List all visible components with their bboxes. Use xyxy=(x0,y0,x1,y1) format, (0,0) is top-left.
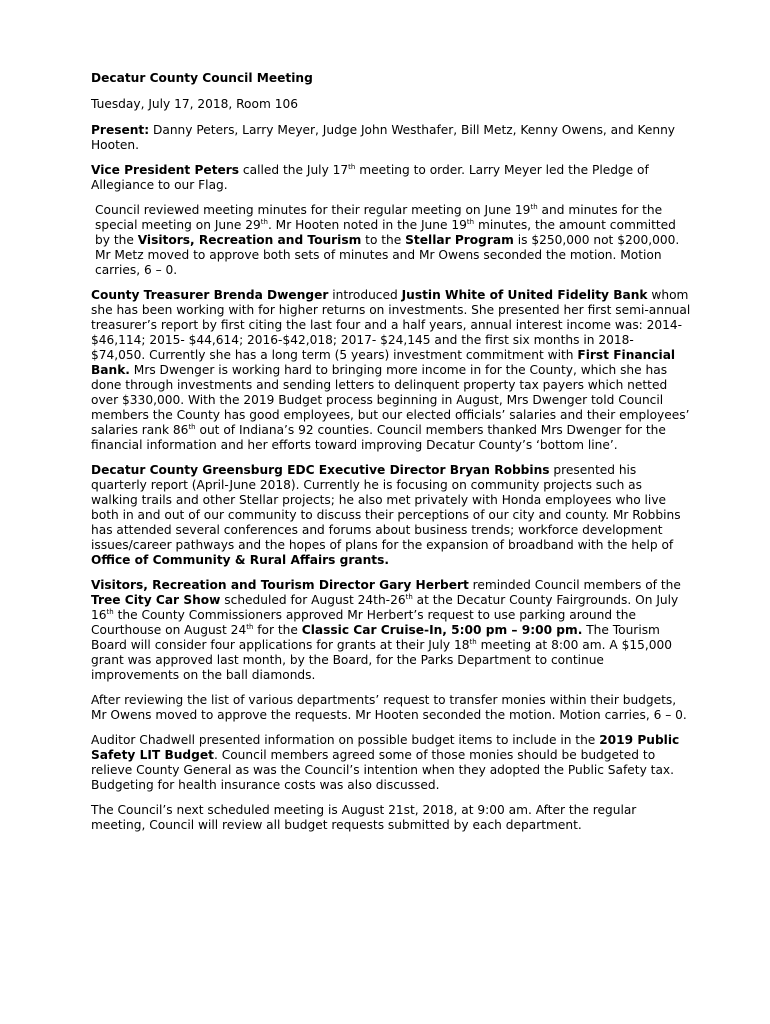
bold-text: Decatur County Greensburg EDC Executive Director Bryan Robbins xyxy=(91,463,550,477)
transfer-paragraph xyxy=(91,693,691,723)
superscript: th xyxy=(466,218,475,226)
document-body xyxy=(91,71,691,843)
meeting-date: Tuesday, July 17, 2018, Room 106 xyxy=(91,97,298,111)
bold-text: Classic Car Cruise-In, 5:00 pm – 9:00 pm. xyxy=(301,623,583,637)
bold-text: 2019 Public Safety LIT Budget xyxy=(91,733,680,762)
text-run: presented his quarterly report (April-June 2018). Currently he is focusing on community projects such as walking trails and other Stellar projects; he also met privately with Honda employees who live both in and out of our community to discuss their perceptions of our city and county. Mr Robbins has attended several conferences and forums about business trends; workforce development issues/career pathways and the hopes of plans for the expansion of broadband with the help of xyxy=(91,463,681,552)
text-run: the County Commissioners approved Mr Herbert’s request to use parking around the Courthouse on August 24 xyxy=(91,608,636,637)
text-run: is $250,000 not $200,000. Mr Metz moved to approve both sets of minutes and Mr Owens seconded the motion. Motion carries, 6 – 0. xyxy=(95,233,680,277)
text-run: . Council members agreed some of those monies should be budgeted to relieve County General as was the Council’s intention when they adopted the Public Safety tax. Budgeting for health insurance costs was also discussed. xyxy=(91,748,674,792)
superscript: th xyxy=(405,593,413,601)
minutes-paragraph xyxy=(91,203,691,278)
text-run: and minutes for the special meeting on June 29 xyxy=(95,203,663,232)
bold-text: Visitors, Recreation and Tourism xyxy=(137,233,362,247)
superscript: th xyxy=(106,608,114,616)
text-run: Auditor Chadwell presented information on possible budget items to include in the xyxy=(91,733,600,747)
bold-text: Vice President Peters xyxy=(91,163,240,177)
present-names: Danny Peters, Larry Meyer, Judge John Westhafer, Bill Metz, Kenny Owens, and Kenny Hooten. xyxy=(91,123,676,152)
text-run: for the xyxy=(253,623,302,637)
treasurer-paragraph xyxy=(91,288,691,453)
edc-paragraph xyxy=(91,463,691,568)
document-title xyxy=(91,71,691,86)
text-run: minutes, the amount committed by the xyxy=(95,218,676,247)
superscript: th xyxy=(348,163,356,171)
text-run: called the July 17 xyxy=(239,163,349,177)
text-run: reminded Council members of the xyxy=(468,578,681,592)
bold-text: Visitors, Recreation and Tourism Director Gary Herbert xyxy=(91,578,469,592)
bold-text: County Treasurer Brenda Dwenger xyxy=(91,288,329,302)
text-run: introduced xyxy=(328,288,402,302)
bold-text: First Financial Bank. xyxy=(91,348,676,377)
text-run: meeting to order. Larry Meyer led the Pledge of Allegiance to our Flag. xyxy=(91,163,649,192)
bold-text: Office of Community & Rural Affairs grants. xyxy=(91,553,390,567)
superscript: th xyxy=(469,638,477,646)
superscript: th xyxy=(530,203,538,211)
text-run: scheduled for August 24th-26 xyxy=(220,593,406,607)
text-run: to the xyxy=(361,233,406,247)
bold-text: Tree City Car Show xyxy=(91,593,221,607)
text-run: Council reviewed meeting minutes for their regular meeting on June 19 xyxy=(95,203,531,217)
text-run: meeting at 8:00 am. A $15,000 grant was approved last month, by the Board, for the Parks Department to continue improvements on the ball diamonds. xyxy=(91,638,673,682)
call-to-order-paragraph xyxy=(91,163,691,193)
auditor-paragraph xyxy=(91,733,691,793)
text-run: out of Indiana’s 92 counties. Council members thanked Mrs Dwenger for the financial information and her efforts toward improving Decatur County’s ‘bottom line’. xyxy=(91,423,666,452)
present-label: Present: xyxy=(91,123,150,137)
title-text: Decatur County Council Meeting xyxy=(91,71,313,85)
text-run: After reviewing the list of various departments’ request to transfer monies within their budgets, Mr Owens moved to approve the requests. Mr Hooten seconded the motion. Motion carries, 6 – 0. xyxy=(91,693,687,722)
bold-text: Justin White of United Fidelity Bank xyxy=(401,288,648,302)
text-run: Mrs Dwenger is working hard to bringing more income in for the County, which she has done through investments and sending letters to delinquent property tax payers which netted over $330,000. With the 2019 Budget process beginning in August, Mrs Dwenger told Council members the County has good employees, but our elected officials’ salaries and their employees’ salaries rank 86 xyxy=(91,363,690,437)
text-run: whom she has been working with for higher returns on investments. She presented her first semi-annual treasurer’s report by first citing the last four and a half years, annual interest income was: 2014- $46,114; 2015- $44,614; 2016-$42,018; 2017- $24,145 and the first six months in 2018- $74,050. Currently she has a long term (5 years) investment commitment with xyxy=(91,288,691,362)
present-paragraph xyxy=(91,123,691,153)
text-run: The Tourism Board will consider four applications for grants at their July 18 xyxy=(91,623,660,652)
superscript: th xyxy=(260,218,268,226)
next-meeting-paragraph xyxy=(91,803,691,833)
bold-text: Stellar Program xyxy=(405,233,514,247)
text-run: . Mr Hooten noted in the June 19 xyxy=(267,218,467,232)
text-run: at the Decatur County Fairgrounds. On July 16 xyxy=(91,593,679,622)
text-run: The Council’s next scheduled meeting is August 21st, 2018, at 9:00 am. After the regular meeting, Council will review all budget requests submitted by each department. xyxy=(91,803,637,832)
superscript: th xyxy=(246,623,254,631)
superscript: th xyxy=(188,423,196,431)
tourism-paragraph xyxy=(91,578,691,683)
